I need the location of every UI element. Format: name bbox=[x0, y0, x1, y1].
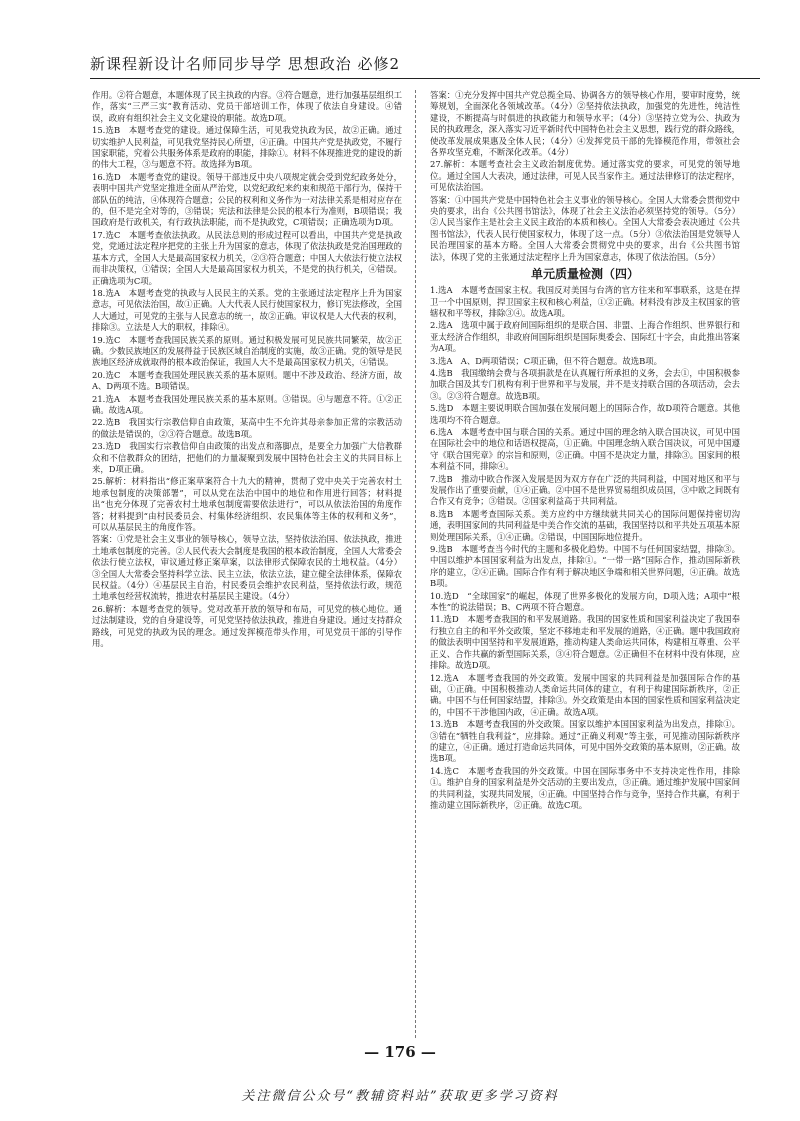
answer-item: 12.选A 本题考查我国的外交政策。发展中国家的共同利益是加强国际合作的基础，①正确。中国积极推动人类命运共同体的建立，有利于构建国际新秩序，②正确。中国不与任何国家结盟，排除③。外交政策是由本国的国家性质和国家利益决定的，中国不干涉他国内政，④正确。故选A项。 bbox=[430, 672, 740, 717]
column-divider bbox=[415, 90, 416, 1038]
answer-item: 7.选B 推动中欧合作深入发展是因为双方存在广泛的共同利益，中国对地区和平与发展作出了重要贡献，①④正确。②中国不是世界贸易组织成员国，③中欧之间既有合作又有竞争；③错误。②国家利益高于共同利益。 bbox=[430, 473, 740, 507]
answer-item: 13.选B 本题考查我国的外交政策。国家以维护本国国家利益为出发点，排除①。③错在“牺牲自我利益”，应排除。通过“正确义利观”等主张，可见推动国际新秩序的建立，④正确。通过打造命运共同体，可见中国外交政策的基本原则，②正确。故选B项。 bbox=[430, 719, 740, 764]
answer-item: 2.选A 选项中属于政府间国际组织的是联合国、非盟、上海合作组织、世界银行和亚太经济合作组织，非政府间国际组织是国际奥委会、国际红十字会，由此推出答案为A项。 bbox=[430, 320, 740, 354]
answer-item: 11.选D 本题考查我国的和平发展道路。我国的国家性质和国家利益决定了我国奉行独立自主的和平外交政策，坚定不移地走和平发展的道路，④正确。题中我国政府的做法表明中国坚持和平发展道路，推动构建人类命运共同体，构建相互尊重、公平正义、合作共赢的新型国际关系，③④符合题意。②正确但不在材料中没有体现，应排除。故选D项。 bbox=[430, 614, 740, 671]
section-title: 单元质量检测（四） bbox=[530, 267, 639, 282]
answer-item: 1.选A 本题考查国家主权。我国反对美国与台湾的官方往来和军事联系，这是在捍卫一个中国原则，捍卫国家主权和核心利益，①②正确。材料没有涉及主权国家的管辖权和平等权，排除③④。故选A项。 bbox=[430, 285, 740, 318]
answer-item: 22.选B 我国实行宗教信仰自由政策，某高中生不允许其母亲参加正常的宗教活动的做法是错误的，②③符合题意。故选B项。 bbox=[92, 417, 402, 439]
footer-note: 关注微信公众号“教辅资料站”获取更多学习资料 bbox=[241, 1089, 559, 1104]
answer-item: 作用。②符合题意，本题体现了民主执政的内容。③符合题意，进行加强基层组织工作，落实“三严三实”教育活动、党员干部培训工作，体现了依法自身建设。④错误，政府有组织社会主义文化建设的职能。故选D项。 bbox=[92, 90, 402, 123]
answer-item: 3.选A A、D两项错误；C项正确，但不符合题意。故选B项。 bbox=[430, 355, 662, 366]
answer-item: 6.选A 本题考查中国与联合国的关系。通过中国的理念纳入联合国决议，可见中国在国际社会中的地位和话语权提高，①正确。中国理念纳入联合国决议，可见中国遵守《联合国宪章》的宗旨和原则，②正确。中国不是决定力量，排除③。国家间的根本利益不同，排除④。 bbox=[430, 426, 740, 472]
answer-item: 16.选D 本题考查党的建设。领导干部违反中央八项规定就会受到党纪政务处分，表明中国共产党坚定推进全面从严治党，以党纪政纪来约束和规范干部行为，保持干部队伍的纯洁，④体现符合题意；公民的权利和义务作为一对法律关系是相对应存在的，但不是完全对等的，③错误；宪法和法律是公民的根本行为准则，B项错误；我国政府是行政机关，有行政执法职能，而不是执政党，C项错误；正确选项为D项。 bbox=[92, 171, 402, 228]
answer-item: 5.选D 本题主要说明联合国加强在发展问题上的国际合作，故D项符合题意。其他选项均不符合题意。 bbox=[430, 403, 740, 425]
answer-item: 15.选B 本题考查党的建设。通过保障生活，可见我党执政为民，故②正确。通过切实维护人民利益，可见我党坚持民心所望，④正确。中国共产党是执政党，不履行国家职能，究着公共服务体系是政府的职能，排除①。材料不体现推进党的建设的新的伟大工程，③与题意不符。故选择为B项。 bbox=[92, 125, 402, 170]
answer-item: 25.解析：材料指出“修正案草案符合十九大的精神，贯彻了党中央关于完善农村土地承包制度的决策部署”，可以从党在法治中国中的地位和作用进行回答；材料提出“也充分体现了完善农村土地承包制度需要依法进行”，可以从依法治国的角度作答；材料提到“由村民委员会、村集体经济组织、农民集体等主体的权利和义务”，可以从基层民主的角度作答。 bbox=[92, 476, 402, 533]
page-number: — 176 — bbox=[364, 1043, 436, 1061]
answer-item: 4.选B 我国缴纳会费与各项捐款是在认真履行所承担的义务，会去①，中国积极参加联合国及其专门机构有利于世界和平与发展，并不是支持联合国的各项活动，会去③。②③符合题意。故选B项。 bbox=[430, 367, 740, 401]
answer-item: 27.解析：本题考查社会主义政治制度优势。通过落实党的要求，可见党的领导地位。通过全国人大表决，通过法律，可见人民当家作主。通过法律修订的法定程序，可见依法治国。 bbox=[430, 159, 740, 193]
answer-item: 19.选C 本题考查我国民族关系的原则。通过积极发展可见民族共同繁荣，故②正确。少数民族地区的发展得益于民族区域自治制度的实施，故③正确。党的领导是民族地区经济成就取得的根本政治保证，我国人大不是最高国家权力机关，④错误。 bbox=[92, 334, 402, 368]
answer-item: 23.选D 我国实行宗教信仰自由政策的出发点和落脚点，是要全力加强广大信教群众和不信教群众的团结，把他们的力量凝聚到发展中国特色社会主义的共同目标上来，D项正确。 bbox=[92, 441, 402, 474]
answer-item: 14.选C 本题考查我国的外交政策。中国在国际事务中不支持决定性作用，排除①。维护自身的国家利益是外交活动的主要出发点，③正确。通过维护发展中国家间的共同利益，实现共同发展，④正确。中国坚持合作与竞争，坚持合作共赢，有利于推动建立国际新秩序，②正确。故选C项。 bbox=[430, 765, 740, 810]
answer-item: 答案：①党是社会主义事业的领导核心，领导立法，坚持依法治国、依法执政，推进土地承包制度的完善。②人民代表大会制度是我国的根本政治制度，全国人大常委会依法行使立法权，审议通过修正案草案，以法律形式保障农民的土地权益。（4分）③全国人大常委会坚持科学立法、民主立法，依法立法，建立健全法律体系，保障农民权益。（4分）④基层民主自治，村民委员会维护农民利益，坚持依法行政，规范土地承包经营权流转，推进农村基层民主建设。（4分） bbox=[92, 534, 402, 602]
left-column bbox=[92, 90, 402, 1038]
answer-item: 9.选B 本题考查当今时代的主题和多极化趋势。中国不与任何国家结盟，排除③。中国以维护本国国家利益为出发点，排除①。“一带一路”国际合作，推动国际新秩序的建立，②④正确。国际合作有利于解决地区争端和相关世界问题，④正确。故选B项。 bbox=[430, 544, 740, 589]
right-column bbox=[430, 90, 740, 1038]
answer-item: 20.选C 本题考查我国处理民族关系的基本原则。题中不涉及政治、经济方面，故A、D两项不选。B项错误。 bbox=[92, 369, 402, 392]
page-header: 新课程新设计名师同步导学 思想政治 必修2 bbox=[90, 50, 760, 79]
answer-item: 答案：①充分发挥中国共产党总揽全局、协调各方的领导核心作用，要审时度势，统筹规划，全面深化各领域改革。（4分）②坚持依法执政，加强党的先进性，纯洁性建设，不断提高与时俱进的执政能力和领导水平；（4分）③坚持立党为公、执政为民的执政理念，深入落实习近平新时代中国特色社会主义思想，践行党的群众路线，使改革发展成果惠及全体人民；（4分）④发挥党员干部的先锋模范作用，带领社会各界攻坚克难，不断深化改革。（4分） bbox=[430, 90, 740, 158]
answer-item: 答案：①中国共产党是中国特色社会主义事业的领导核心。全国人大常委会贯彻党中央的要求，出台《公共图书馆法》，体现了社会主义法治必须坚持党的领导。（5分）②人民当家作主是社会主义民主政治的本质和核心。全国人大常委会表决通过《公共图书馆法》，代表人民行使国家权力，体现了这一点。（5分）③依法治国是党领导人民治理国家的基本方略。全国人大常委会贯彻党中央的要求，出台《公共图书馆法》，体现了党的主张通过法定程序上升为国家意志，体现了依法治国。（5分） bbox=[430, 194, 740, 262]
answer-item: 21.选A 本题考查我国处理民族关系的基本原则。③错误。④与题意不符。①②正确。故选A项。 bbox=[92, 393, 402, 415]
answer-item: 10.选D “全球国家”的崛起，体现了世界多极化的发展方向，D项入选；A项中“根本性”的说法错误；B、C两项不符合题意。 bbox=[430, 590, 740, 613]
answer-item: 26.解析：本题考查党的领导。党对改革开放的领导和布局，可见党的核心地位。通过法制建设，党的自身建设等，可见党坚持依法执政，推进自身建设。通过支持群众路线，可见党的执政为民的理念。通过发挥模范带头作用，可见党员干部的引导作用。 bbox=[92, 603, 402, 649]
answer-item: 8.选B 本题考查国际关系。美方应约中方继续就共同关心的国际问题保持密切沟通，表明国家间的共同利益是中美合作交流的基础，我国坚持以和平共处五项基本原则处理国际关系，①④正确。②错误，中国国际地位提升。 bbox=[430, 508, 740, 542]
answer-item: 18.选A 本题考查党的执政与人民民主的关系。党的主张通过法定程序上升为国家意志，可见依法治国，故①正确。人大代表人民行使国家权力，修订宪法修改，全国人大通过，可见党的主张与人民意志的统一，故②正确。审议权是人大代表的权利，排除③。立法是人大的职权，排除④。 bbox=[92, 287, 402, 333]
answer-item: 17.选C 本题考查依法执政。从民法总则的形成过程可以看出，中国共产党是执政党，党通过法定程序把党的主张上升为国家的意志，体现了依法执政是党治国理政的基本方式，全国人大是最高国家权力机关，②③符合题意；中国人大依法行使立法权而非决策权，①错误；全国人大是最高国家权力机关，不是党的执行机关，④错误。正确选项为C项。 bbox=[92, 229, 402, 286]
